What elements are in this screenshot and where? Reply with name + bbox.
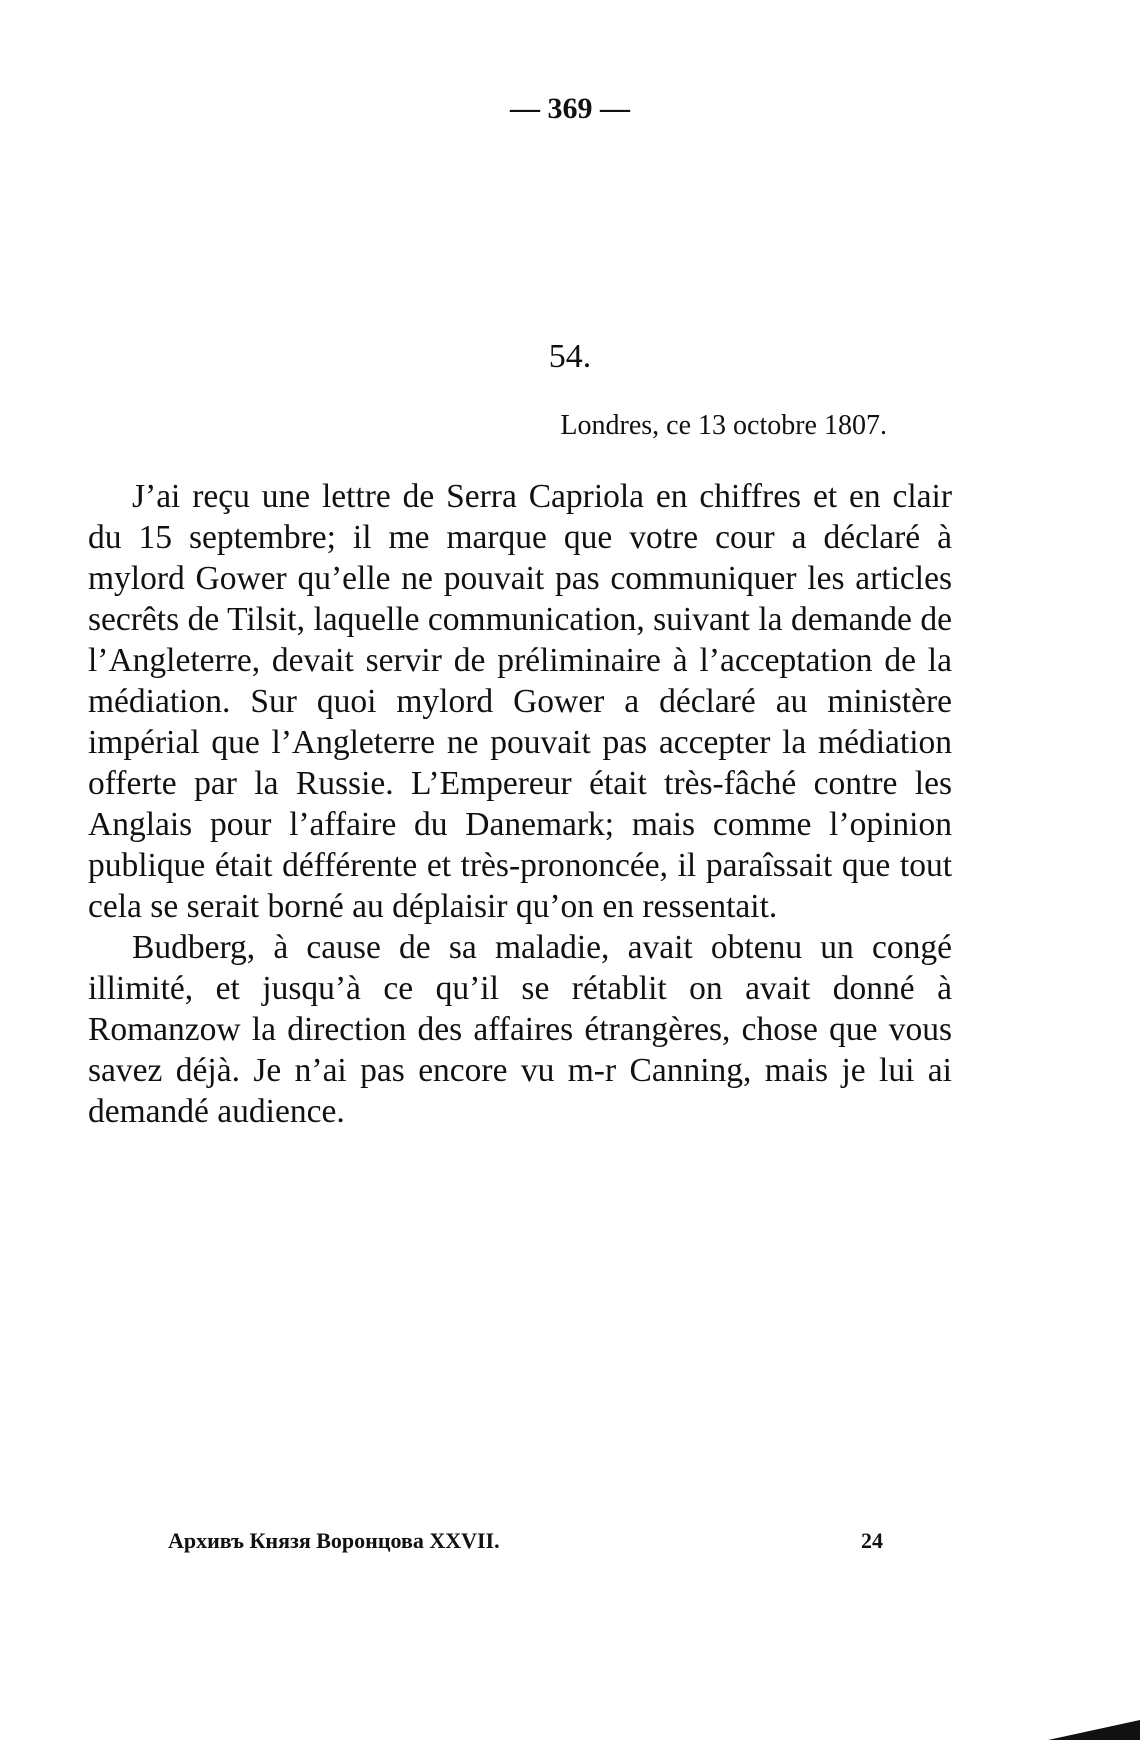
- dateline: Londres, ce 13 octobre 1807.: [560, 410, 887, 441]
- corner-scan-mark: [1048, 1720, 1140, 1740]
- archive-title: Архивъ Князя Воронцова XXVII.: [168, 1528, 500, 1553]
- page-number-header: — 369 —: [510, 92, 630, 125]
- paragraph-2: Budberg, à cause de sa maladie, avait obtenu un congé illimité, et jusqu’à ce qu’il se rétablit on avait donné à Romanzow la direction des affaires étrangères, chose que vous savez déjà. Je n’ai pas encore vu m-r Canning, mais je lui ai demandé audience.: [88, 929, 952, 1130]
- signature-mark: 24: [861, 1528, 883, 1553]
- paragraph-1: J’ai reçu une lettre de Serra Capriola en chiffres et en clair du 15 septembre; il me marque que votre cour a déclaré à mylord Gower qu’elle ne pouvait pas communiquer les articles secrêts de Tilsit, laquelle communication, suivant la demande de l’Angleterre, devait servir de préliminaire à l’acceptation de la médiation. Sur quoi mylord Gower a déclaré au ministère impérial que l’Angleterre ne pouvait pas accepter la médiation offerte par la Russie. L’Empereur était très-fâché contre les Anglais pour l’affaire du Danemark; mais comme l’opinion publique était défférente et très-prononcée, il paraîssait que tout cela se serait borné au déplaisir qu’on en ressentait.: [88, 478, 952, 925]
- letter-body: [88, 476, 952, 1132]
- letter-number: 54.: [548, 338, 592, 375]
